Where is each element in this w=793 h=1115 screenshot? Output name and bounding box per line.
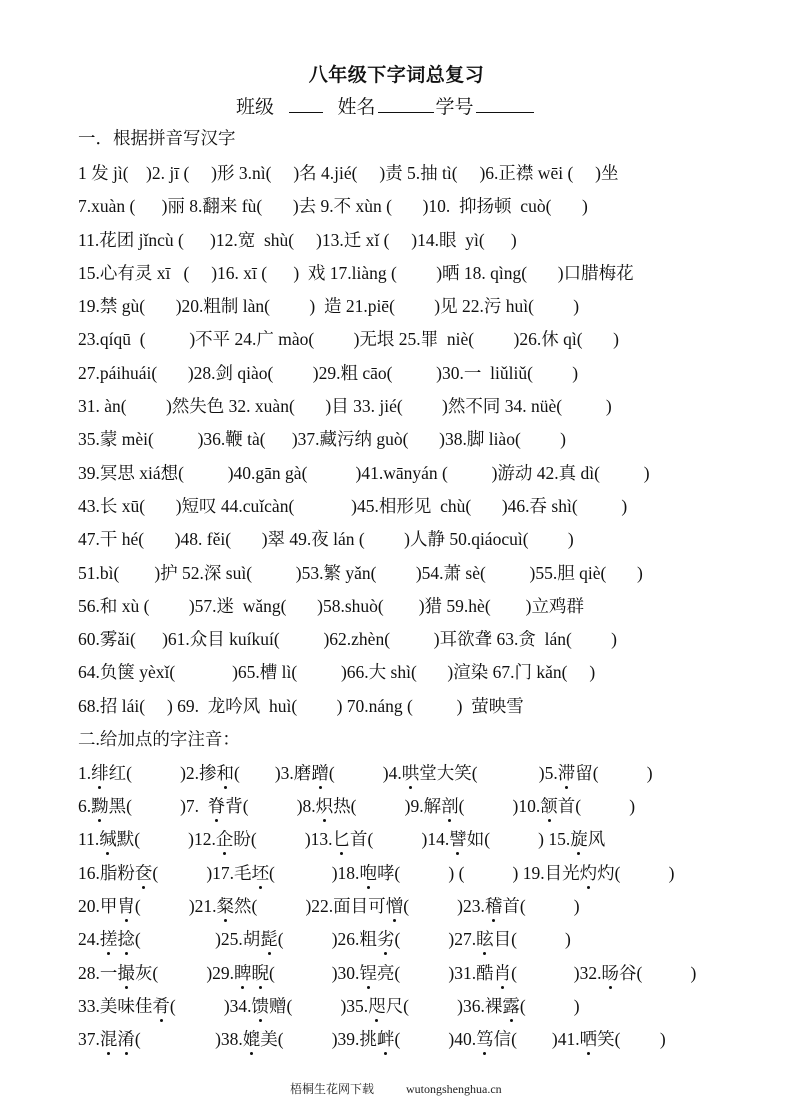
dotted-character: 馈	[251, 996, 270, 1016]
line-text: 风	[587, 829, 606, 849]
dotted-character: 蹭	[311, 763, 329, 783]
line-text: 背( )8.	[225, 796, 316, 816]
dotted-character: 劣	[376, 929, 395, 949]
line-text: ( )40.	[394, 1029, 477, 1049]
line-text: 灰( )29.	[134, 963, 235, 983]
dotted-character: 企	[215, 829, 234, 849]
line-text: ( )32.	[511, 963, 602, 983]
dotted-character: 媲	[242, 1029, 261, 1049]
dotted-character: 炽	[315, 796, 334, 816]
dotted-character: 锃	[359, 963, 377, 983]
section1-line: 43.长 xū( )短叹 44.cuǐcàn( )45.相形见 chù( )46.吞 shì( )	[78, 496, 628, 516]
line-text: 黑( )7.	[108, 796, 208, 816]
line-text: 堂大笑( )5.	[419, 763, 558, 783]
section2-line	[78, 795, 635, 817]
dotted-character: 肴	[152, 996, 170, 1016]
dotted-character: 笃	[476, 1029, 494, 1049]
line-text: ( )	[519, 996, 580, 1016]
section1-line: 39.冥思 xiá想( )40.gān gà( )41.wānyán ( )游动 42.真 dì( )	[78, 463, 650, 483]
section1-line: 64.负箧 yèxǐ( )65.槽 lì( )66.大 shì( )渲染 67.门 kǎn( )	[78, 662, 596, 682]
line-text: 笑( )	[597, 1029, 666, 1049]
line-text: ( )25.胡	[134, 929, 261, 949]
line-text: ( )27.	[394, 929, 477, 949]
dotted-character: 露	[502, 996, 520, 1016]
dotted-character: 衅	[376, 1029, 395, 1049]
dotted-character: 和	[216, 763, 235, 783]
footer-site-name: 梧桐生花网下载	[290, 1082, 375, 1096]
line-text: ( )3.磨	[234, 763, 312, 783]
dotted-character: 奁	[134, 863, 153, 883]
dotted-character: 缄	[99, 829, 117, 849]
section1-line: 27.páihuái( )28.剑 qiào( )29.粗 cāo( )30.一 liǔliǔ( )	[78, 363, 579, 383]
line-text: 默( )12.	[116, 829, 216, 849]
dotted-character: 粲	[216, 896, 235, 916]
section2-line	[78, 828, 605, 850]
line-text: 留( )	[575, 763, 653, 783]
dotted-character: 混	[99, 1029, 118, 1049]
class-label: 班级	[236, 97, 275, 118]
line-text: 目( )	[493, 929, 571, 949]
line-text: 信( )41.	[493, 1029, 580, 1049]
dotted-character: 譬	[449, 829, 467, 849]
dotted-character: 淆	[117, 1029, 135, 1049]
section1-line: 35.蒙 mèi( )36.鞭 tà( )37.藏污纳 guò( )38.脚 liào( )	[78, 429, 566, 449]
section1-line: 11.花团 jǐncù ( )12.宽 shù( )13.迁 xǐ ( )14.眼 yì( )	[78, 230, 517, 250]
line-text: 1.	[78, 763, 92, 783]
line-text: 红( )2.掺	[108, 763, 217, 783]
line-text: 首( )	[557, 796, 636, 816]
line-text: ( )34.	[169, 996, 252, 1016]
section2-line	[78, 762, 653, 784]
dotted-character: 睥	[234, 963, 252, 983]
line-text: ( )30.	[269, 963, 360, 983]
line-text: 然( )22.面目可	[234, 896, 386, 916]
line-text: 28.一	[78, 963, 118, 983]
section2-line	[78, 995, 580, 1017]
section2-line	[78, 962, 696, 984]
dotted-character: 睨	[251, 963, 270, 983]
line-text: 亮( )31.酷	[376, 963, 494, 983]
dotted-character: 眩	[476, 929, 494, 949]
line-text: 33.美味佳	[78, 996, 153, 1016]
section1-line: 1 发 jì( )2. jī ( )形 3.nì( )名 4.jié( )责 5.抽 tì( )6.正襟 wēi ( )坐	[78, 163, 619, 183]
dotted-character: 肖	[493, 963, 512, 983]
section1-line: 68.招 lái( ) 69. 龙吟风 huì( ) 70.náng ( ) 萤映雪	[78, 696, 524, 716]
dotted-character: 剖	[441, 796, 459, 816]
section2-line	[78, 895, 580, 917]
section1-line: 47.干 hé( )48. fěi( )翠 49.夜 lán ( )人静 50.qiáocuì( )	[78, 529, 574, 549]
line-text: ( )10.	[458, 796, 541, 816]
section1-line: 19.禁 gù( )20.粗制 làn( ) 造 21.piē( )见 22.污 huì( )	[78, 296, 580, 316]
line-text: 尺( )36.裸	[385, 996, 503, 1016]
line-text: 如( ) 15.	[466, 829, 571, 849]
dotted-character: 黝	[91, 796, 109, 816]
section1-line: 31. àn( )然失色 32. xuàn( )目 33. jié( )然不同 34. nüè( )	[78, 396, 612, 416]
section2-heading: 二.给加点的字注音：	[78, 729, 240, 749]
line-text: 赠( )35.	[269, 996, 369, 1016]
dotted-character: 旸	[601, 963, 619, 983]
page-title: 八年级下字词总复习	[308, 65, 485, 86]
class-blank[interactable]	[289, 94, 323, 113]
section1-heading: 一．根据拼音写汉字	[78, 128, 236, 148]
dotted-character: 匕	[332, 829, 351, 849]
line-text: 11.	[78, 829, 100, 849]
line-text: 首( )	[502, 896, 580, 916]
line-text: ( )26.粗	[277, 929, 377, 949]
dotted-character: 撮	[117, 963, 135, 983]
section1-line: 7.xuàn ( )丽 8.翻来 fù( )去 9.不 xùn ( )10. 抑扬顿 cuò( )	[78, 196, 588, 216]
student-info-row	[236, 92, 536, 119]
section2-line	[78, 928, 571, 950]
dotted-character: 滞	[557, 763, 576, 783]
dotted-character: 哂	[579, 1029, 598, 1049]
line-text: 16.脂粉	[78, 863, 135, 883]
line-text: 24.	[78, 929, 100, 949]
dotted-character: 咫	[368, 996, 386, 1016]
dotted-character: 绯	[91, 763, 109, 783]
dotted-character: 脊	[207, 796, 226, 816]
dotted-character: 胄	[117, 896, 135, 916]
dotted-character: 憎	[385, 896, 404, 916]
dotted-character: 坯	[251, 863, 270, 883]
line-text: 6.	[78, 796, 92, 816]
line-text: ( )23.	[403, 896, 485, 916]
line-text: ( )38.	[134, 1029, 243, 1049]
dotted-character: 颔	[540, 796, 558, 816]
line-text: 热( )9.解	[333, 796, 442, 816]
footer-url[interactable]: wutongshenghua.cn	[406, 1082, 502, 1096]
line-text: 20.甲	[78, 896, 118, 916]
line-text: ( )4.	[328, 763, 402, 783]
dotted-character: 灼	[579, 863, 598, 883]
line-text: ( )21.	[134, 896, 217, 916]
dotted-character: 捻	[117, 929, 135, 949]
line-text: 哮( ) ( ) 19.目光	[376, 863, 580, 883]
section1-line: 23.qíqū ( )不平 24.广 mào( )无垠 25.罪 niè( )26.休 qì( )	[78, 329, 619, 349]
number-blank[interactable]	[476, 94, 534, 113]
line-text: 盼( )13.	[233, 829, 333, 849]
dotted-character: 稽	[484, 896, 503, 916]
page-footer	[290, 1080, 502, 1097]
line-text: 首( )14.	[350, 829, 450, 849]
line-text: 37.	[78, 1029, 100, 1049]
line-text: ( )18.	[269, 863, 360, 883]
section1-line: 51.bì( )护 52.深 suì( )53.繁 yǎn( )54.萧 sè( )55.胆 qiè( )	[78, 563, 643, 583]
section1-line: 56.和 xù ( )57.迷 wǎng( )58.shuò( )猎 59.hè( )立鸡群	[78, 596, 584, 616]
dotted-character: 哄	[401, 763, 420, 783]
dotted-character: 旋	[570, 829, 588, 849]
name-blank[interactable]	[378, 94, 434, 113]
line-text: ( )17.毛	[152, 863, 252, 883]
number-label: 学号	[435, 97, 474, 118]
dotted-character: 髭	[260, 929, 278, 949]
section1-line: 60.雾ǎi( )61.众目 kuíkuí( )62.zhèn( )耳欲聋 63.贪 lán( )	[78, 629, 618, 649]
section2-line	[78, 1028, 666, 1050]
name-label: 姓名	[337, 97, 376, 118]
dotted-character: 咆	[359, 863, 377, 883]
section2-line	[78, 862, 674, 884]
line-text: 灼( )	[597, 863, 675, 883]
line-text: 美( )39.挑	[260, 1029, 377, 1049]
dotted-character: 搓	[99, 929, 118, 949]
section1-line: 15.心有灵 xī ( )16. xī ( ) 戏 17.liàng ( )晒 18. qìng( )口腊梅花	[78, 263, 634, 283]
line-text: 谷( )	[619, 963, 697, 983]
